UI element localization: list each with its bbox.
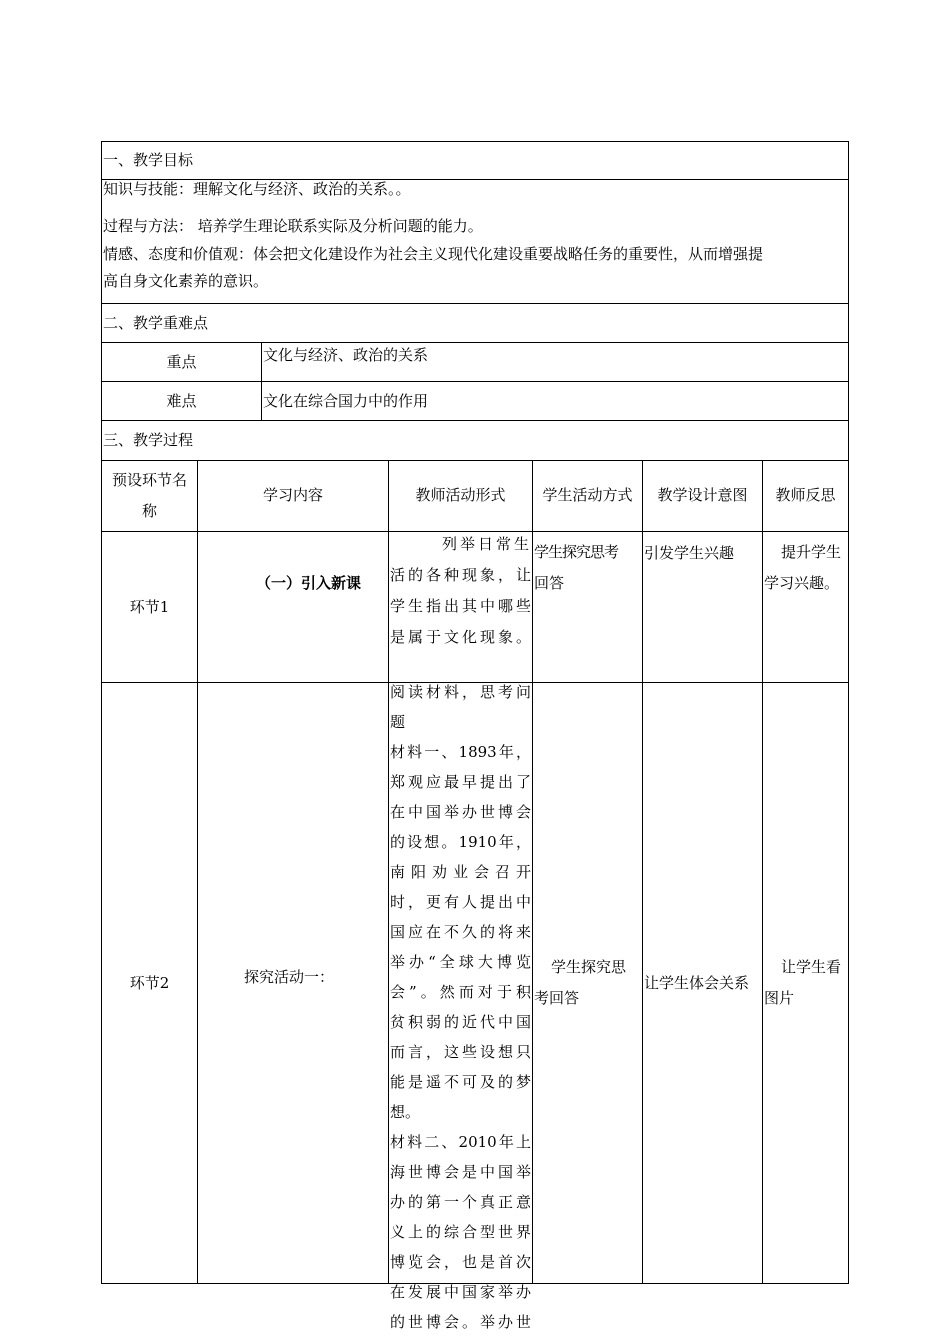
stage2-teacher-line: 国应在不久的将来 [390,923,531,941]
stage2-teacher-line: 博览会，也是首次 [390,1253,531,1271]
rule-key-row [101,381,849,382]
stage2-teacher-line: 想。 [390,1103,421,1121]
header-student: 学生活动方式 [542,486,633,504]
rule-goals-end [101,303,849,304]
divider-keypoints [261,342,262,420]
difficult-value: 文化在综合国力中的作用 [263,392,429,410]
stage2-reflection-line: 图片 [764,989,795,1007]
stage2-teacher-line: 南阳劝业会召开 [390,863,531,881]
goals-process: 过程与方法： 培养学生理论联系实际及分析问题的能力。 [103,217,483,235]
stage1-teacher [390,529,531,653]
header-intent: 教学设计意图 [657,486,748,504]
stage2-teacher-line: 郑观应最早提出了 [390,773,531,791]
stage2-teacher-line: 阅读材料，思考问 [390,683,531,701]
stage2-teacher-line: 能是遥不可及的梦 [390,1073,531,1091]
goals-title: 一、教学目标 [103,151,194,169]
rule-difficult-row [101,420,849,421]
stage2-teacher-line: 而言，这些设想只 [390,1043,531,1061]
stage2-name: 环节2 [129,974,170,992]
header-teacher: 教师活动形式 [415,486,506,504]
divider-col2 [388,460,389,1284]
stage2-teacher-line: 举办“全球大博览 [390,953,531,971]
stage2-student [534,952,642,1014]
stage2-teacher-line: 海世博会是中国举 [390,1163,531,1181]
stage1-reflection [764,537,848,599]
divider-col4 [642,460,643,1284]
keypoints-title: 二、教学重难点 [103,314,209,332]
header-stage-line2: 称 [141,502,157,520]
stage2-teacher-line: 材料二、2010年上 [390,1133,531,1151]
stage2-student-line: 考回答 [534,989,580,1007]
rule-keypoints-title [101,342,849,343]
stage1-name: 环节1 [129,598,170,616]
header-stage [102,465,197,527]
stage1-teacher-line: 是属于文化现象。 [390,628,531,646]
stage1-teacher-line: 活的各种现象，让 [390,566,531,584]
stage1-teacher-line: 列举日常生 [442,535,533,553]
header-content: 学习内容 [262,486,323,504]
stage2-teacher-line: 贫积弱的近代中国 [390,1013,531,1031]
stage2-reflection [764,952,848,1014]
stage2-teacher-line: 题 [390,713,406,731]
stage2-teacher-line: 在中国举办世博会 [390,803,531,821]
divider-col3 [532,460,533,1284]
stage1-student [534,537,642,599]
stage2-intent: 让学生体会关系 [644,974,750,992]
goals-emotion-line1: 情感、态度和价值观：体会把文化建设作为社会主义现代化建设重要战略任务的重要性，从而增强提 [103,245,764,263]
stage1-student-line: 回答 [534,574,565,592]
stage1-reflection-line: 学习兴趣。 [764,574,840,592]
stage2-teacher-line: 办的第一个真正意 [390,1193,531,1211]
stage2-teacher-line: 材料一、1893年， [390,743,531,761]
stage2-student-line: 学生探究思 [551,958,627,976]
stage2-teacher-line: 义上的综合型世界 [390,1223,531,1241]
stage2-content: 探究活动一： [244,968,335,986]
stage2-teacher [390,677,531,1331]
stage2-teacher-line: 在发展中国家举办 [390,1283,531,1301]
goals-knowledge: 知识与技能：理解文化与经济、政治的关系。。 [103,180,411,198]
header-stage-line1: 预设环节名 [111,471,187,489]
stage1-content: （一）引入新课 [256,574,362,592]
divider-col1 [197,460,198,1284]
stage1-intent: 引发学生兴趣 [644,544,735,562]
key-label: 重点 [166,353,197,371]
stage1-student-line: 学生探究思考 [534,543,619,561]
process-title: 三、教学过程 [103,431,194,449]
stage2-teacher-line: 会”。然而对于积 [390,983,531,1001]
header-reflection: 教师反思 [775,486,836,504]
stage1-teacher-line: 学生指出其中哪些 [390,597,531,615]
goals-emotion-line2: 高自身文化素养的意识。 [103,272,269,290]
divider-col5 [762,460,763,1284]
stage1-reflection-line: 提升学生 [781,543,842,561]
stage2-teacher-line: 的设想。1910年， [390,833,531,851]
stage2-reflection-line: 让学生看 [781,958,842,976]
difficult-label: 难点 [166,392,197,410]
stage2-teacher-line: 时，更有人提出中 [390,893,531,911]
stage2-teacher-line: 的世博会。举办世 [390,1313,531,1331]
rule-process-title [101,460,849,461]
key-value: 文化与经济、政治的关系 [263,346,429,364]
